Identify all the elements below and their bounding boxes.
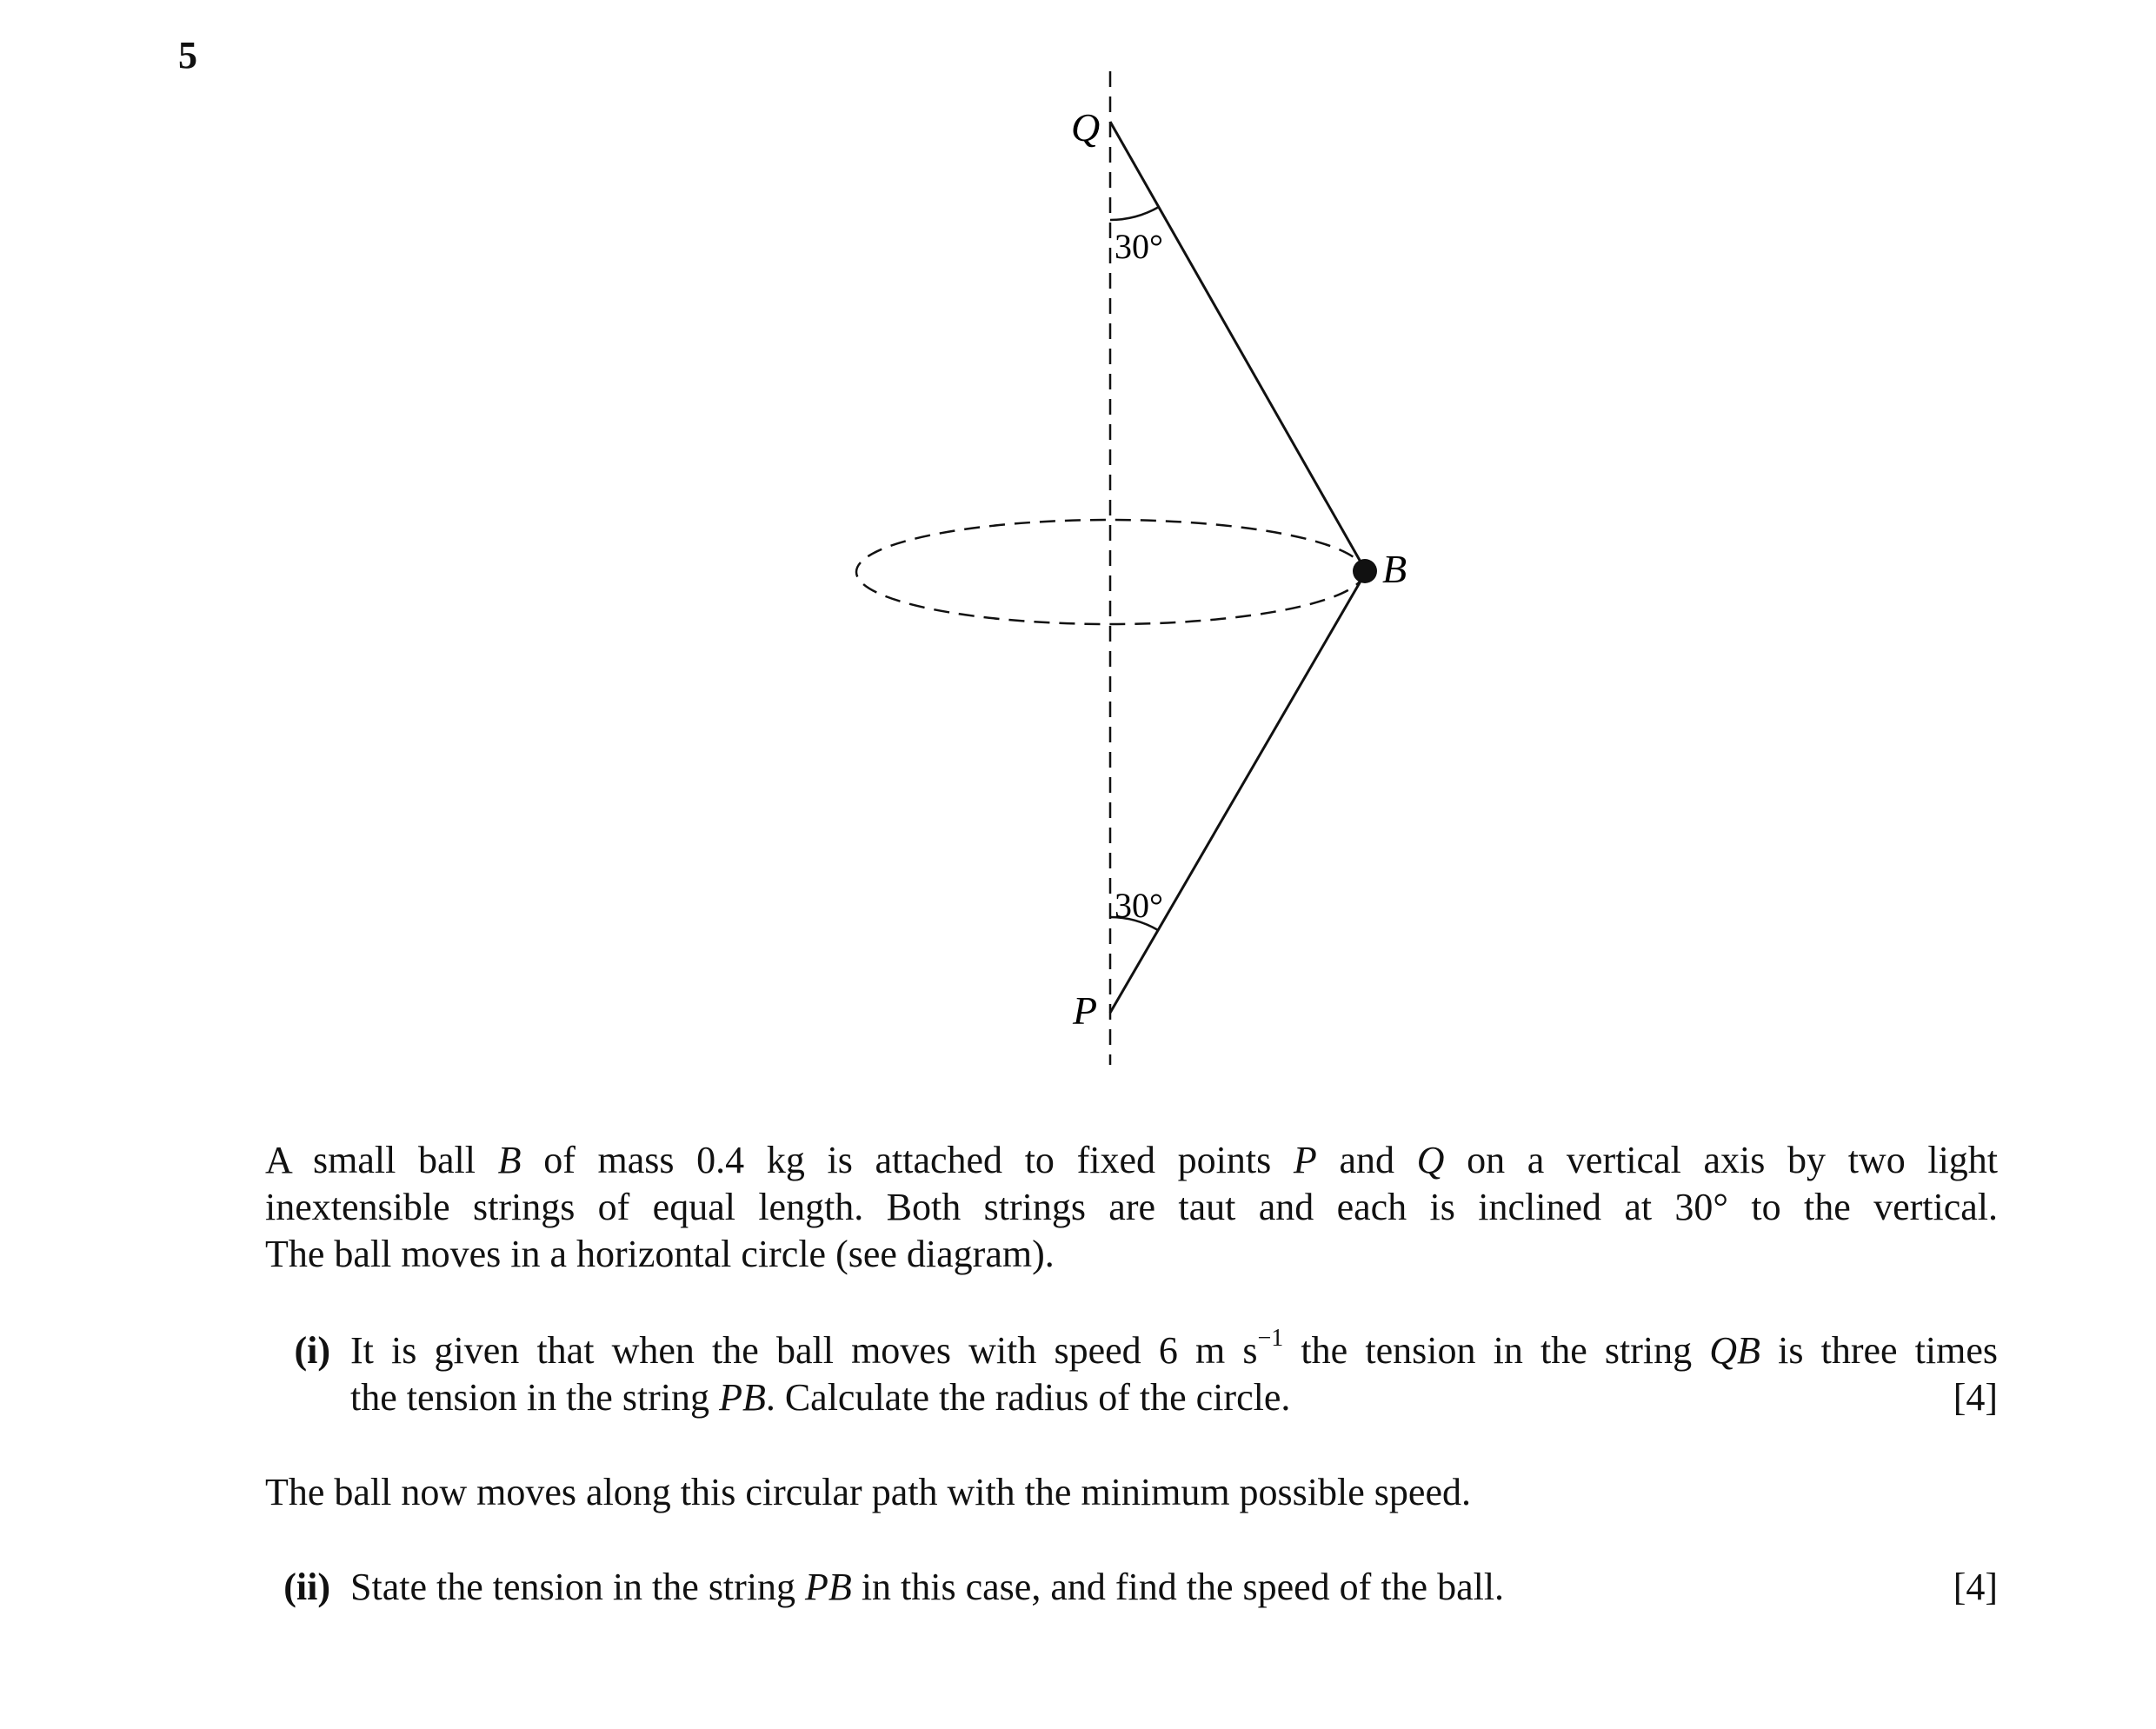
label-b: B [1382, 547, 1407, 591]
part-i-marks: [4] [1953, 1376, 1998, 1419]
ball-b [1353, 559, 1377, 583]
part-i-line-1: It is given that when the ball moves with speed 6 m $s^{-1}$ the tension in the string QB is three times [350, 1325, 1999, 1372]
part-ii [265, 1564, 1998, 1613]
string-pb [1110, 574, 1365, 1013]
part-i [265, 1327, 1998, 1423]
intro-line-1: A small ball B of mass 0.4 kg is attached to fixed points P and Q on a vertical axis by two light [265, 1139, 1999, 1181]
angle-label-top: 30° [1115, 227, 1163, 266]
intro-line-3: The ball moves in a horizontal circle (see diagram). [265, 1233, 1055, 1275]
angle-arc-top [1110, 207, 1159, 220]
label-p: P [1073, 988, 1098, 1033]
part-i-label: (i) [294, 1329, 330, 1372]
part-i-line-2: the tension in the string PB. Calculate the radius of the circle. [350, 1376, 1291, 1419]
part-ii-body [350, 1564, 1998, 1611]
part-ii-label: (ii) [283, 1566, 330, 1608]
intro-paragraph [265, 1137, 1998, 1278]
part-ii-marks: [4] [1953, 1566, 1998, 1608]
part-i-body [350, 1327, 1998, 1421]
label-q: Q [1071, 105, 1101, 150]
angle-label-bottom: 30° [1115, 886, 1163, 925]
string-qb [1110, 122, 1365, 569]
middle-paragraph: The ball now moves along this circular path with the minimum possible speed. [265, 1471, 1471, 1513]
question-number: 5 [178, 34, 197, 76]
intro-line-2: inextensible strings of equal length. Both strings are taut and each is inclined at 30° to the vertical. [265, 1186, 1998, 1228]
part-ii-line-1: State the tension in the string PB in this case, and find the speed of the ball. [350, 1566, 1505, 1608]
